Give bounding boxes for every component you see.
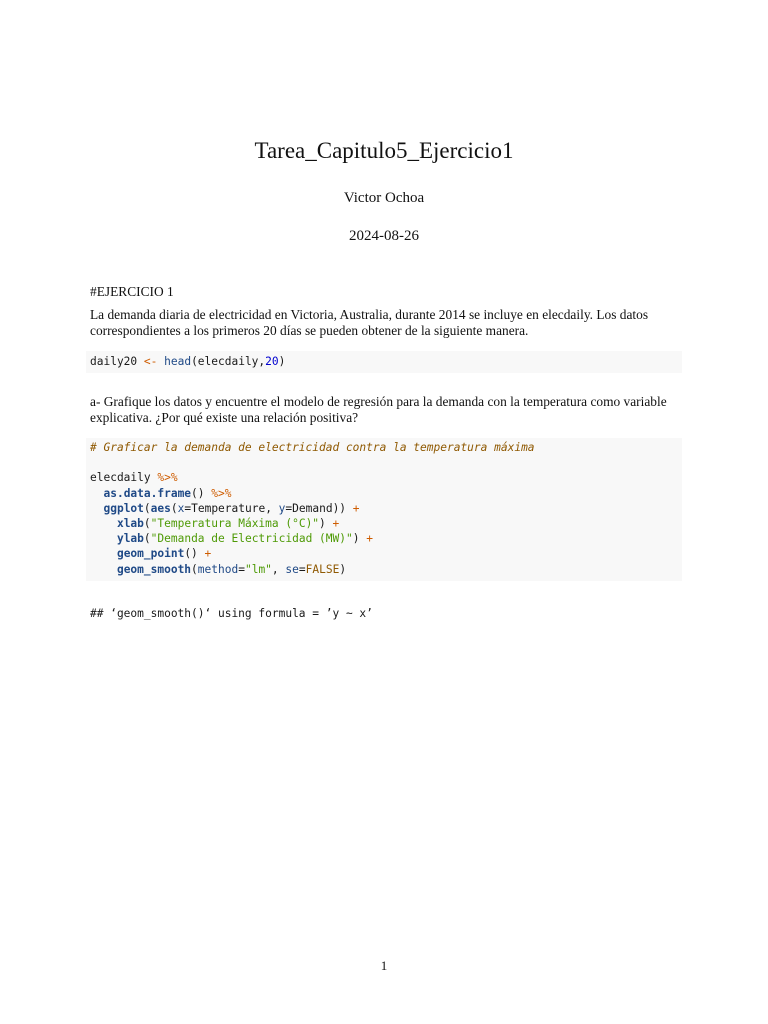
code-token: "Demanda de Electricidad (MW)" — [150, 532, 353, 546]
intro-paragraph: La demanda diaria de electricidad en Victoria, Australia, durante 2014 se incluye en elecdaily. Los datos correspondientes a los primeros 20 días se pueden obtener de la siguiente manera. — [90, 307, 649, 338]
code-line — [90, 501, 678, 516]
code-token: y — [278, 501, 286, 515]
code-token: =Demand)) — [285, 501, 353, 515]
code-token: method — [197, 562, 239, 576]
code-token: se — [285, 562, 299, 576]
code-token: = — [298, 562, 306, 576]
code-block-head — [86, 351, 682, 373]
code-token: ggplot — [103, 501, 144, 515]
document-author: Victor Ochoa — [343, 190, 425, 206]
code-token: ) — [339, 562, 347, 576]
code-token: (elecdaily, — [191, 355, 266, 368]
code-token: %>% — [211, 486, 232, 500]
question-a: a- Grafique los datos y encuentre el modelo de regresión para la demanda con la temperatura como variable explicativa. ¿Por qué existe una relación positiva? — [90, 394, 667, 425]
code-token: + — [204, 547, 212, 561]
code-line — [90, 486, 678, 501]
code-token: x — [177, 501, 185, 515]
code-token: () — [184, 547, 205, 561]
code-token: geom_point — [116, 547, 185, 561]
code-token: "lm" — [244, 562, 272, 576]
code-line: xlab("Temperatura Máxima (°C)") + — [116, 516, 340, 530]
code-token: = — [238, 562, 245, 576]
code-token: <- — [137, 355, 165, 368]
document-title: Tarea_Capitulo5_Ejercicio1 — [254, 138, 514, 163]
code-token: ) — [278, 355, 286, 368]
page-number: 1 — [380, 958, 388, 973]
code-token: + — [332, 516, 340, 530]
code-token: "Temperatura Máxima (°C)" — [150, 516, 320, 530]
code-token: xlab — [116, 516, 144, 530]
code-token: aes — [150, 501, 171, 515]
document-date: 2024-08-26 — [349, 228, 419, 244]
code-token: FALSE — [305, 562, 340, 576]
code-token: geom_smooth — [116, 562, 192, 576]
console-output: ## ‘geom_smooth()‘ using formula = ’y ~ x’ — [90, 607, 373, 620]
code-token: ( — [170, 501, 178, 515]
code-block-plot — [86, 438, 682, 581]
code-token: ylab — [116, 532, 144, 546]
code-token: head — [164, 355, 192, 368]
code-token: , — [271, 562, 286, 576]
code-token: %>% — [157, 471, 178, 485]
code-token: elecdaily — [90, 471, 158, 485]
code-line — [90, 470, 678, 485]
code-comment: # Graficar la demanda de electricidad contra la temperatura máxima — [90, 441, 535, 454]
code-token: =Temperature, — [184, 501, 279, 515]
code-token: ( — [143, 501, 151, 515]
code-line: ylab("Demanda de Electricidad (MW)") + — [116, 532, 373, 546]
code-blank-line — [90, 455, 678, 470]
code-token: + — [366, 532, 373, 546]
section-heading: #EJERCICIO 1 — [90, 284, 174, 299]
code-line — [90, 546, 678, 561]
code-token: () — [191, 486, 212, 500]
code-token: daily20 — [90, 355, 138, 368]
code-line: geom_smooth(method="lm", se=FALSE) — [116, 562, 347, 576]
code-token: + — [352, 501, 360, 515]
code-token: as.data.frame — [103, 486, 192, 500]
code-line — [90, 354, 678, 369]
code-token: 20 — [265, 355, 279, 368]
